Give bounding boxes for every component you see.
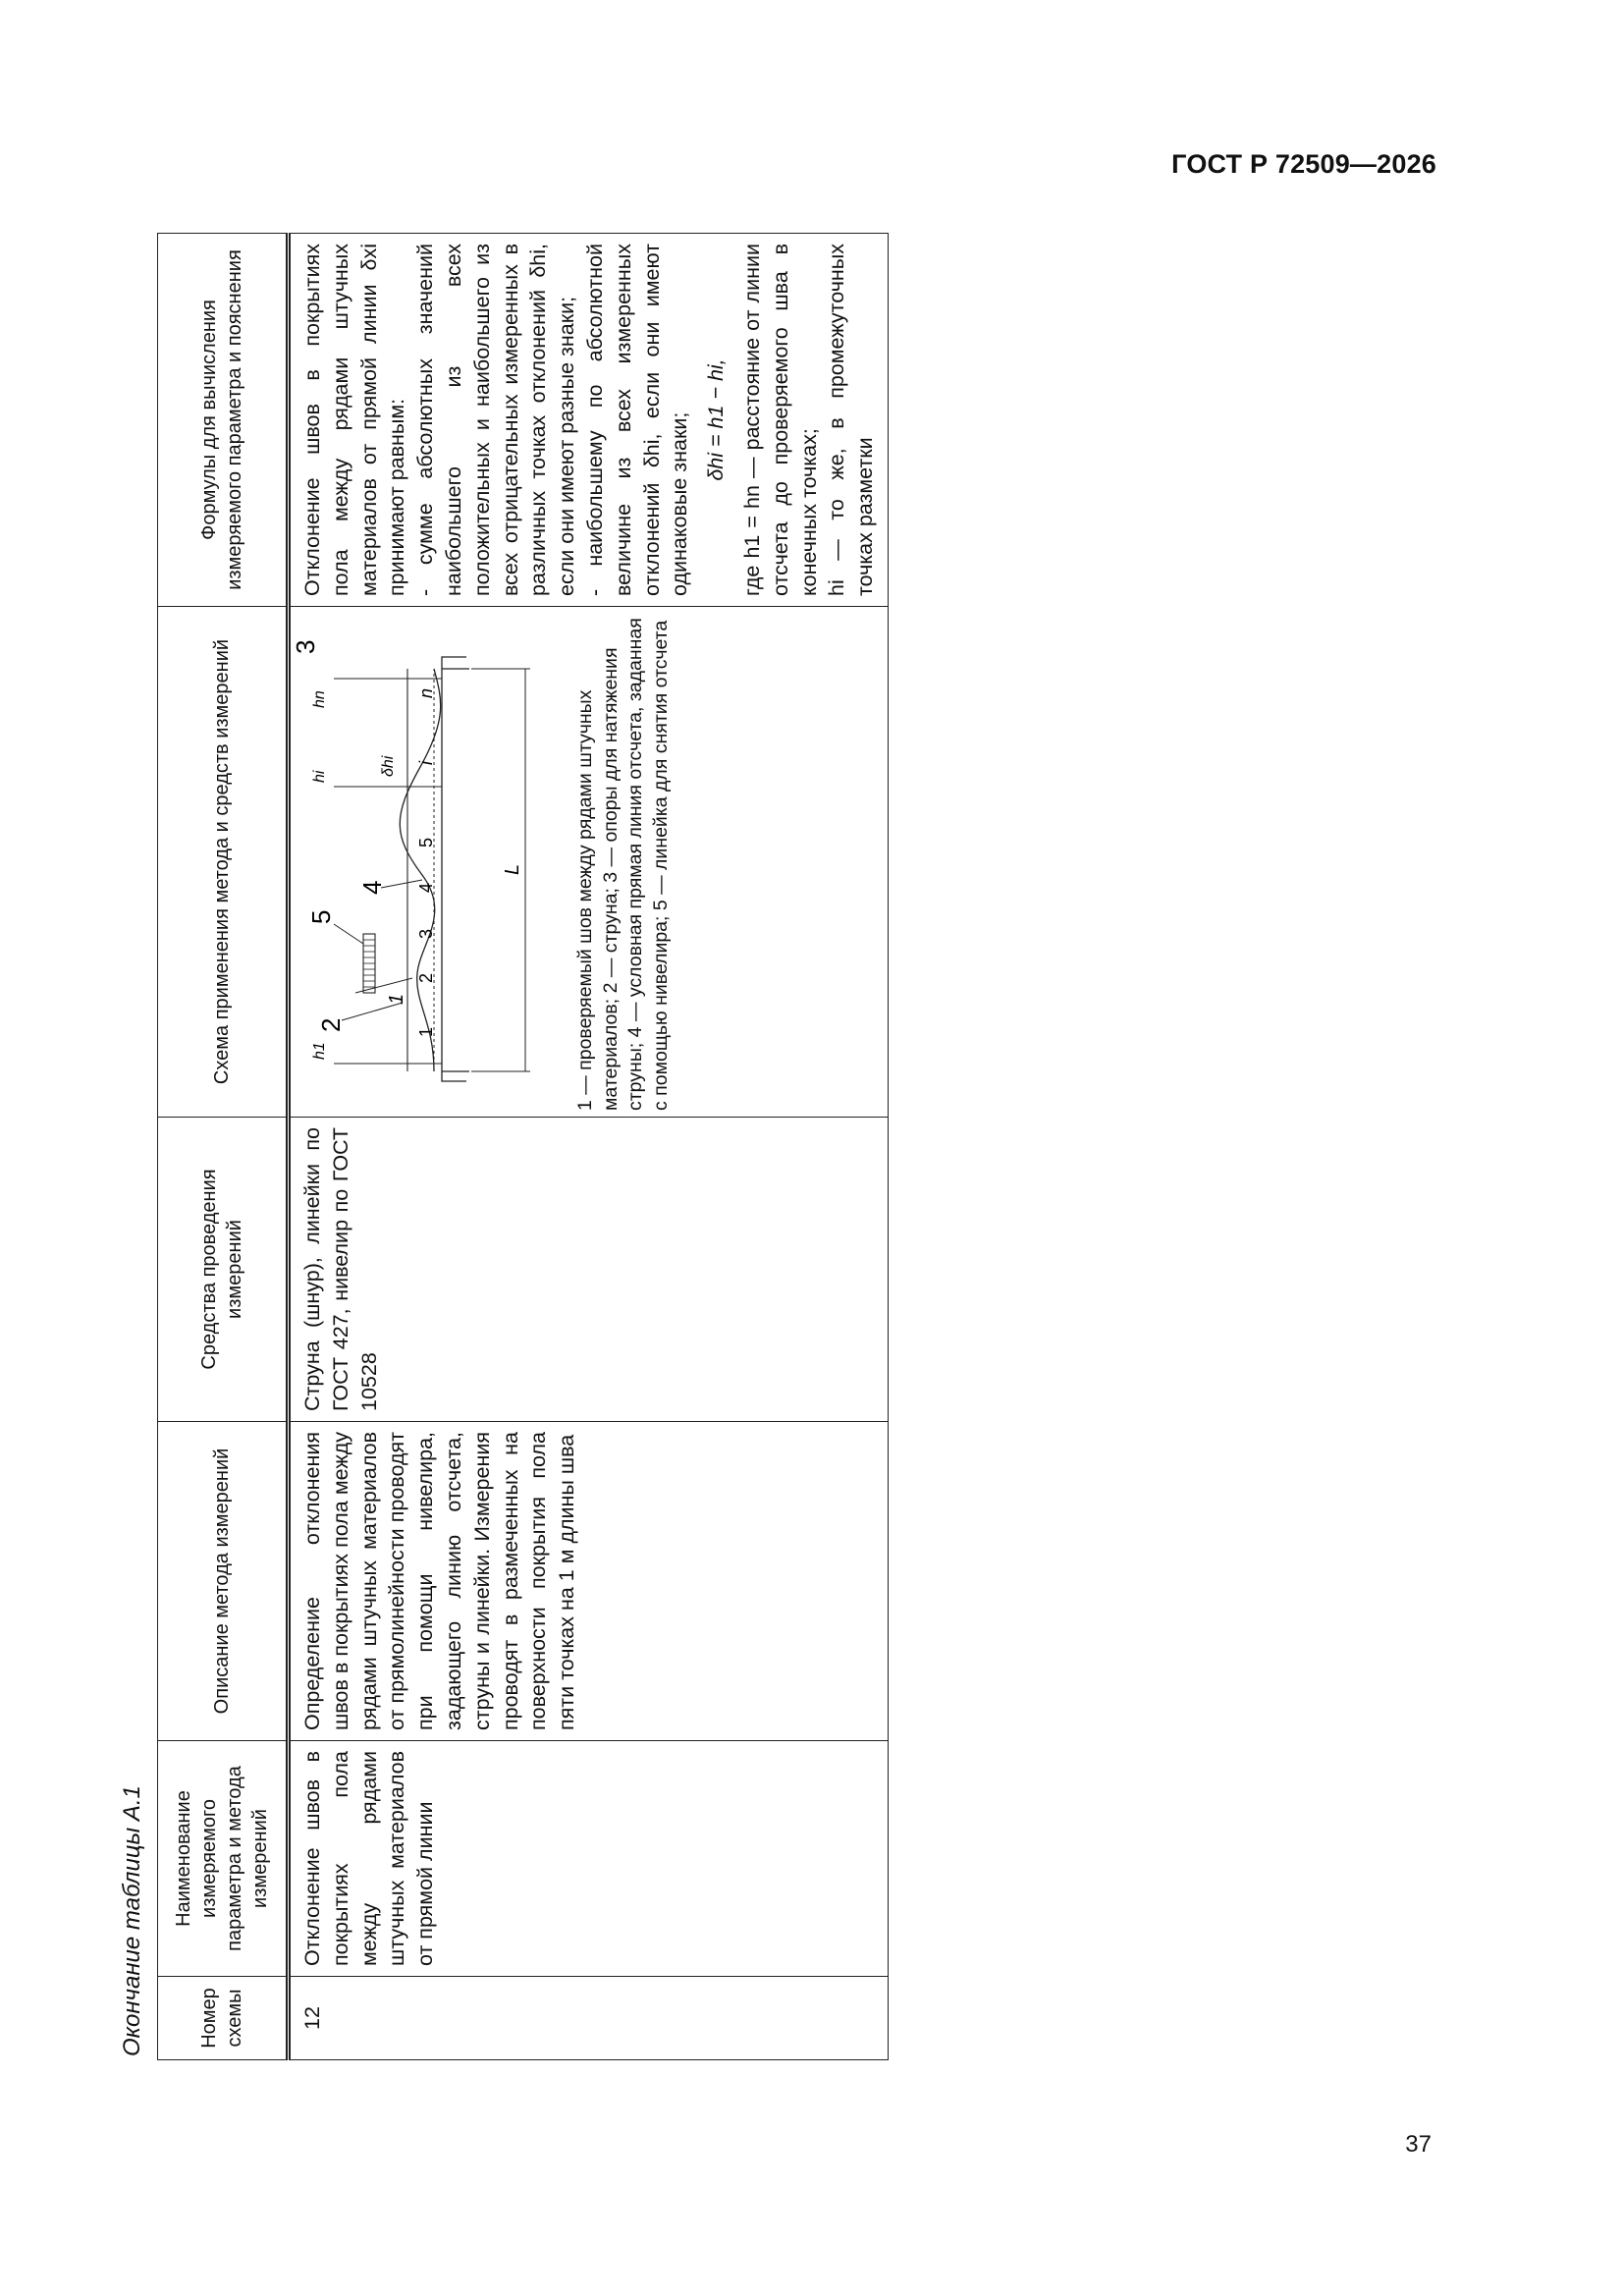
label-1: 1 (386, 993, 407, 1005)
label-4: 4 (357, 880, 387, 895)
left-support (442, 1071, 469, 1081)
cell-instruments: Струна (шнур), линейки по ГОСТ 427, нивелир по ГОСТ 10528 (289, 1118, 889, 1422)
cell-scheme-number: 12 (289, 1977, 889, 2060)
header-scheme-number: Номер схемы (158, 1977, 289, 2060)
right-support (442, 657, 469, 669)
header-scheme: Схема применения метода и средств измерений (158, 607, 289, 1118)
point-5: 5 (416, 837, 436, 847)
table-header-row (158, 234, 289, 2060)
table-row (289, 234, 889, 2060)
point-i: i (416, 761, 436, 765)
seam-deviation-diagram (291, 615, 560, 1111)
formula-expression: δhi = h1 − hi, (704, 358, 729, 481)
label-dhi: δhi (380, 755, 397, 777)
header-instruments: Средства проведения измерений (158, 1118, 289, 1422)
formula-where-h1: где h1 = hn — расстояние от линии отсчета до проверяемого шва в конечных точках; (739, 244, 821, 596)
document-code: ГОСТ Р 72509—2026 (1171, 149, 1436, 179)
header-parameter-name: Наименование измеряемого параметра и метода измерений (158, 1741, 289, 1977)
measurement-table (157, 233, 889, 2060)
table-caption: Окончание таблицы А.1 (119, 1785, 145, 2056)
label-3: 3 (291, 639, 320, 654)
rotated-table-block (113, 214, 889, 2080)
dimension-L: L (502, 863, 523, 875)
header-method-description: Описание метода измерений (158, 1422, 289, 1741)
point-2: 2 (416, 972, 436, 983)
diagram-legend: 1 — проверяемый шов между рядами штучных материалов; 2 — струна; 3 — опоры для натяжения струны; 4 — условная прямая линия отсчета, заданная с помощью нивелира; 5 — линейка для снятия отсчета (573, 618, 672, 1111)
cell-scheme (289, 607, 889, 1118)
cell-method-description: Определение отклонения швов в покрытиях пола между рядами штучных материалов от прямолинейности проводят при помощи нивелира, задающего линию отсчета, струны и линейки. Измерения проводят в размеченных на поверхности покрытия пола пяти точках на 1 м длины шва (289, 1422, 889, 1741)
label-hi: hi (311, 770, 328, 783)
label-h1: h1 (311, 1042, 328, 1060)
formula-rule-same-signs: - наибольшему по абсолютной величине из всех измеренных отклонений δhi, если они имеют одинаковые знаки; (582, 244, 692, 596)
label-hn: hn (311, 690, 328, 708)
formula-intro: Отклонение швов в покрытиях пола между рядами штучных материалов от прямой линии δxi принимают равным: (300, 244, 409, 596)
label-2: 2 (316, 1017, 346, 1032)
label-5: 5 (306, 909, 336, 924)
point-4: 4 (416, 882, 436, 893)
cell-parameter-name: Отклонение швов в покрытиях пола между рядами штучных материалов от прямой линии (289, 1741, 889, 1977)
point-3: 3 (416, 928, 436, 939)
cell-formulas (289, 234, 889, 607)
header-formulas: Формулы для вычисления измеряемого параметра и пояснения (158, 234, 289, 607)
formula-rule-different-signs: - сумме абсолютных значений наибольшего из всех положительных и наибольшего из всех отрицательных измеренных в различных точках отклонений δhi, если они имеют разные знаки; (413, 244, 579, 596)
point-n: n (416, 687, 436, 698)
point-1: 1 (416, 1026, 436, 1037)
formula-where-hi: hi — то же, в промежуточных точках разметки (825, 244, 878, 596)
page-number: 37 (1405, 2131, 1432, 2158)
